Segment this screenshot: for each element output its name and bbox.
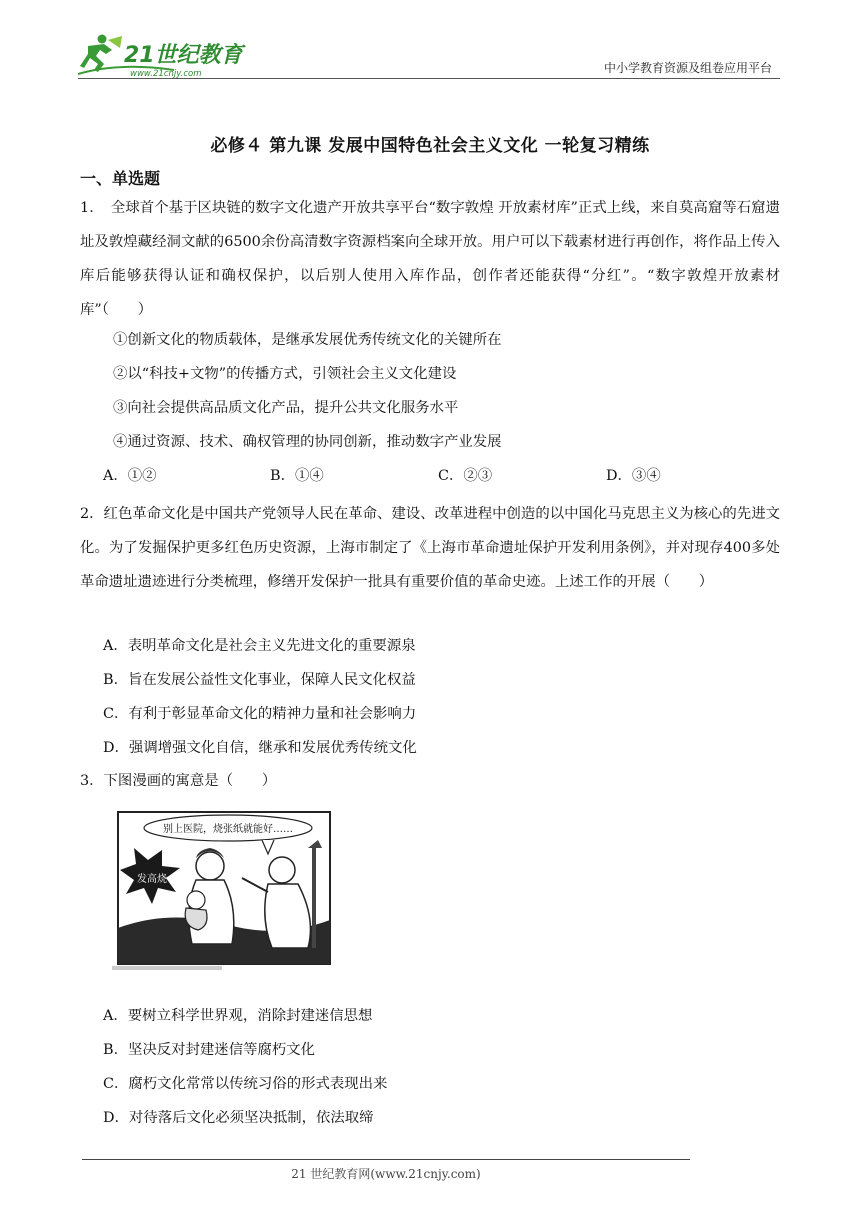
q2-option-c[interactable]: C．有利于彰显革命文化的精神力量和社会影响力: [103, 706, 417, 722]
q1-item-1: ①创新文化的物质载体，是继承发展优秀传统文化的关键所在: [113, 332, 502, 348]
q1-item-4: ④通过资源、技术、确权管理的协同创新，推动数字产业发展: [113, 434, 502, 450]
page-header: [78, 28, 780, 80]
q3-option-a[interactable]: A．要树立科学世界观，消除封建迷信思想: [103, 1008, 373, 1024]
q2-option-b[interactable]: B．旨在发展公益性文化事业，保障人民文化权益: [103, 672, 416, 688]
footer-text: 21 世纪教育网(www.21cnjy.com): [291, 1167, 481, 1181]
speech-text: 别上医院，烧张纸就能好……: [163, 824, 293, 835]
header-platform-text: 中小学教育资源及组卷应用平台: [603, 61, 772, 75]
logo-text: 21世纪教育: [124, 43, 243, 68]
question-1-stem: 1． 全球首个基于区块链的数字文化遗产开放共享平台“数字敦煌 开放素材库”正式上线，来自莫高窟等石窟遗址及敦煌藏经洞文献的6500余份高清数字资源档案向全球开放。用户可以下载素材进行再创作，将作品上传入库后能够获得认证和确权保护，以后别人使用入库作品，创作者还能获得“分红”。“数字敦煌开放素材库”（ ）: [80, 200, 780, 318]
page-title: 必修４ 第九课 发展中国特色社会主义文化 一轮复习精练: [210, 136, 650, 156]
q3-option-d[interactable]: D．对待落后文化必须坚决抵制，依法取缔: [103, 1110, 374, 1126]
logo-url: www.21cnjy.com: [130, 69, 202, 78]
fever-label: 发高烧: [137, 874, 167, 885]
q2-option-d[interactable]: D．强调增强文化自信，继承和发展优秀传统文化: [103, 740, 417, 756]
section-title: 一、单选题: [80, 169, 161, 188]
cartoon-image: [112, 808, 336, 972]
q3-option-c[interactable]: C．腐朽文化常常以传统习俗的形式表现出来: [103, 1076, 388, 1092]
question-2-stem: 2．红色革命文化是中国共产党领导人民在革命、建设、改革进程中创造的以中国化马克思主义为核心的先进文化。为了发掘保护更多红色历史资源，上海市制定了《上海市革命遗址保护开发利用条例》，并对现存400多处革命遗址遗迹进行分类梳理，修缮开发保护一批具有重要价值的革命史迹。上述工作的开展（ ）: [80, 506, 780, 590]
q2-option-a[interactable]: A．表明革命文化是社会主义先进文化的重要源泉: [103, 638, 416, 654]
q1-option-d[interactable]: D．③④: [606, 468, 661, 484]
site-logo: [78, 32, 248, 78]
q1-option-c[interactable]: C．②③: [438, 468, 493, 484]
q1-item-2: ②以“科技+文物”的传播方式，引领社会主义文化建设: [113, 366, 457, 382]
header-divider: [78, 78, 780, 79]
question-3-stem: 3．下图漫画的寓意是（ ）: [80, 773, 277, 789]
q1-option-a[interactable]: A．①②: [103, 468, 157, 484]
q1-item-3: ③向社会提供高品质文化产品，提升公共文化服务水平: [113, 400, 459, 416]
q1-option-b[interactable]: B．①④: [270, 468, 324, 484]
footer-divider: [82, 1159, 690, 1160]
q3-option-b[interactable]: B．坚决反对封建迷信等腐朽文化: [103, 1042, 316, 1058]
